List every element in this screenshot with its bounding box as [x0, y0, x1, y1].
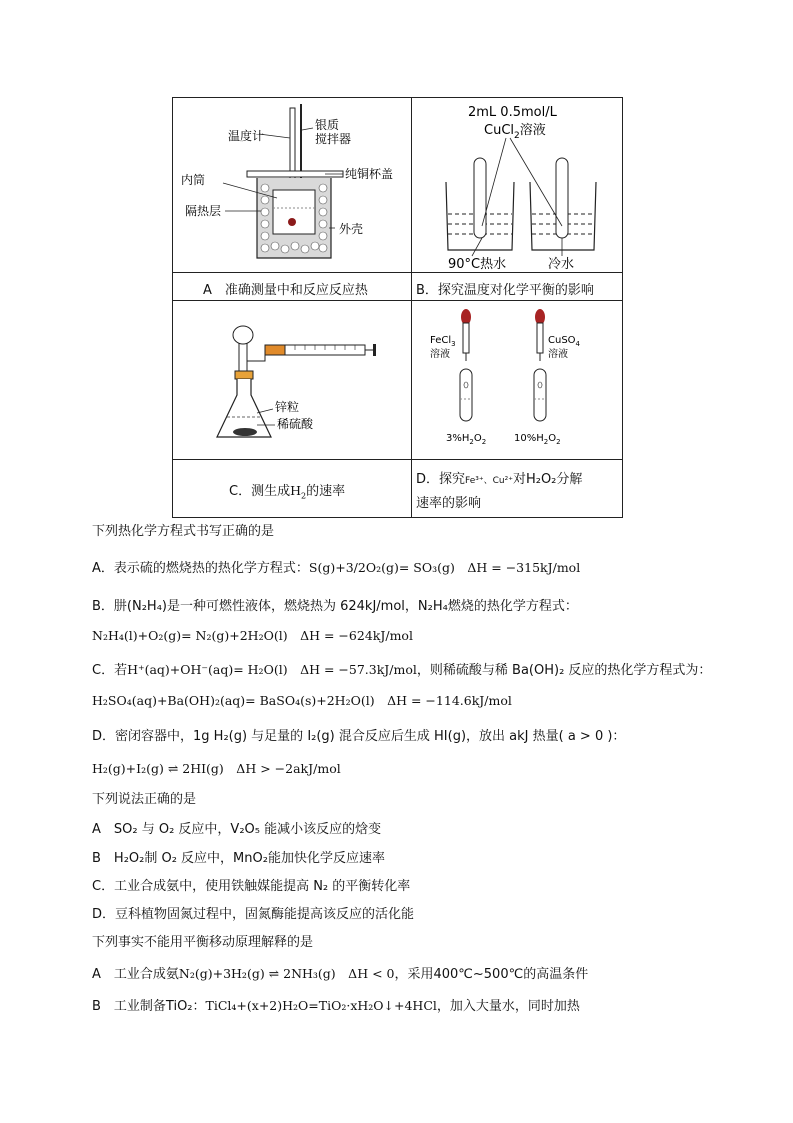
q3-option-b-post: ，加入大量水，同时加热 — [436, 999, 580, 1014]
label-fecl3-solution: 溶液 — [430, 349, 450, 360]
label-cucl2: CuCl — [484, 123, 515, 138]
cell-c-figure — [172, 300, 412, 460]
cell-d-figure — [411, 300, 623, 460]
right-dropper — [537, 323, 543, 353]
svg-text:3%H2O2: $3\%H_2O_2$ — [446, 433, 487, 446]
left-test-tube — [460, 369, 472, 421]
q1-option-d-text: D．密闭容器中，1g H₂(g) 与足量的 I₂(g) 混合反应后生成 HI(g)，放出 akJ 热量( a > 0 )： — [92, 729, 626, 744]
q3-option-a-equation: N₂(g)+3H₂(g) ⇌ 2NH₃(g) ΔH < 0 — [178, 966, 395, 981]
label-cuso4: CuSO — [548, 335, 576, 346]
stopper — [235, 371, 253, 379]
q1-option-c-pre: C．若 — [92, 663, 128, 678]
caption-d-post: 对H₂O₂分解 — [512, 472, 583, 487]
caption-d-ions: Fe³⁺、Cu²⁺ — [465, 476, 513, 486]
calorimeter-diagram — [173, 98, 411, 272]
q2-option-c: C．工业合成氨中，使用铁触媒能提高 N₂ 的平衡转化率 — [92, 879, 411, 894]
cell-d-caption — [411, 459, 623, 518]
thermometer-bulb — [288, 218, 296, 226]
hydrogen-rate-diagram — [173, 301, 411, 459]
q1-option-a-equation: S(g)+3/2O₂(g)= SO₃(g) ΔH = −315kJ/mol — [308, 560, 581, 575]
label-stirrer-2: 搅拌器 — [315, 132, 352, 146]
cell-b-caption — [411, 272, 623, 301]
q3-option-a-pre: A 工业合成氨 — [92, 967, 179, 982]
separatory-funnel — [233, 326, 253, 344]
label-zinc: 锌粒 — [275, 400, 300, 414]
q3-option-a-post: ，采用400℃~500℃的高温条件 — [394, 967, 589, 982]
label-stirrer-1: 银质 — [315, 118, 340, 132]
svg-text:10%H2O2: $10\%H_2O_2$ — [514, 433, 561, 446]
inner-cup — [273, 190, 315, 234]
label-inner: 内筒 — [181, 173, 206, 187]
cell-a-figure — [172, 97, 412, 273]
experiment-table — [172, 97, 623, 518]
q2-stem: 下列说法正确的是 — [92, 792, 197, 807]
label-insulation: 隔热层 — [185, 204, 222, 218]
label-cuso4-solution: 溶液 — [548, 349, 568, 360]
q1-option-d-equation: H₂(g)+I₂(g) ⇌ 2HI(g) ΔH > −2akJ/mol — [92, 761, 341, 776]
label-fecl3: FeCl — [430, 335, 452, 346]
q3-option-b-pre: B 工业制备TiO₂： — [92, 999, 206, 1014]
right-test-tube — [534, 369, 546, 421]
label-right-h2o2: 10%H — [514, 433, 544, 444]
temperature-equilibrium-diagram — [412, 98, 622, 272]
q1-option-b-equation: N₂H₄(l)+O₂(g)= N₂(g)+2H₂O(l) ΔH = −624kJ/mol — [92, 628, 413, 643]
zinc-granules — [233, 428, 257, 436]
caption-d-line2: 速率的影响 — [416, 496, 482, 511]
q3-stem: 下列事实不能用平衡移动原理解释的是 — [92, 935, 314, 950]
caption-d-pre: D．探究 — [416, 472, 466, 487]
label-acid: 稀硫酸 — [277, 417, 314, 431]
q1-option-b-text: B．肼(N₂H₄)是一种可燃性液体，燃烧热为 624kJ/mol，N₂H₄燃烧的热化学方程式： — [92, 599, 578, 614]
label-cucl2-conc: 2mL 0.5mol/L — [468, 105, 557, 120]
svg-text:FeCl3: FeCl$_3$ — [430, 335, 456, 348]
q2-option-b: B H₂O₂制 O₂ 反应中，MnO₂能加快化学反应速率 — [92, 851, 385, 866]
caption-a: A 准确测量中和反应反应热 — [203, 283, 368, 298]
cell-c-caption: C．测生成$H_2$的速率 — [172, 459, 412, 518]
caption-b: B．探究温度对化学平衡的影响 — [416, 283, 594, 298]
cell-b-figure — [411, 97, 623, 273]
q1-option-c-post: ，则稀硫酸与稀 Ba(OH)₂ 反应的热化学方程式为： — [416, 663, 712, 678]
q2-option-d: D．豆科植物固氮过程中，固氮酶能提高该反应的活化能 — [92, 907, 415, 922]
label-left-h2o2: 3%H — [446, 433, 470, 444]
left-dropper — [463, 323, 469, 353]
catalyst-comparison-diagram — [412, 301, 622, 459]
label-lid: 纯铜杯盖 — [345, 167, 394, 181]
left-test-tube — [474, 158, 486, 238]
caption-c-post: 的速率 — [306, 484, 346, 499]
cell-a-caption — [172, 272, 412, 301]
caption-c-formula: H — [290, 483, 301, 498]
label-thermometer: 温度计 — [228, 129, 265, 143]
rubber-tube — [265, 345, 285, 355]
svg-text:CuCl2溶液: CuCl$_2$溶液 — [484, 123, 546, 141]
q3-option-b-equation: TiCl₄+(x+2)H₂O=TiO₂·xH₂O↓+4HCl — [205, 998, 437, 1013]
label-cold-water: 冷水 — [548, 257, 575, 272]
label-shell: 外壳 — [339, 222, 364, 236]
label-hot-water: 90°C热水 — [448, 257, 507, 272]
caption-c-pre: C．测生成 — [229, 484, 291, 499]
q1-stem: 下列热化学方程式书写正确的是 — [92, 524, 275, 539]
q1-option-c-equation-2: H₂SO₄(aq)+Ba(OH)₂(aq)= BaSO₄(s)+2H₂O(l) ΔH = −114.6kJ/mol — [92, 693, 512, 708]
q2-option-a: A SO₂ 与 O₂ 反应中，V₂O₅ 能减小该反应的焓变 — [92, 822, 382, 837]
q1-option-a-text: A．表示硫的燃烧热的热化学方程式： — [92, 561, 309, 576]
svg-text:CuSO4: CuSO$_4$ — [548, 335, 581, 348]
q1-option-c-equation-1: H⁺(aq)+OH⁻(aq)= H₂O(l) ΔH = −57.3kJ/mol — [127, 662, 417, 677]
